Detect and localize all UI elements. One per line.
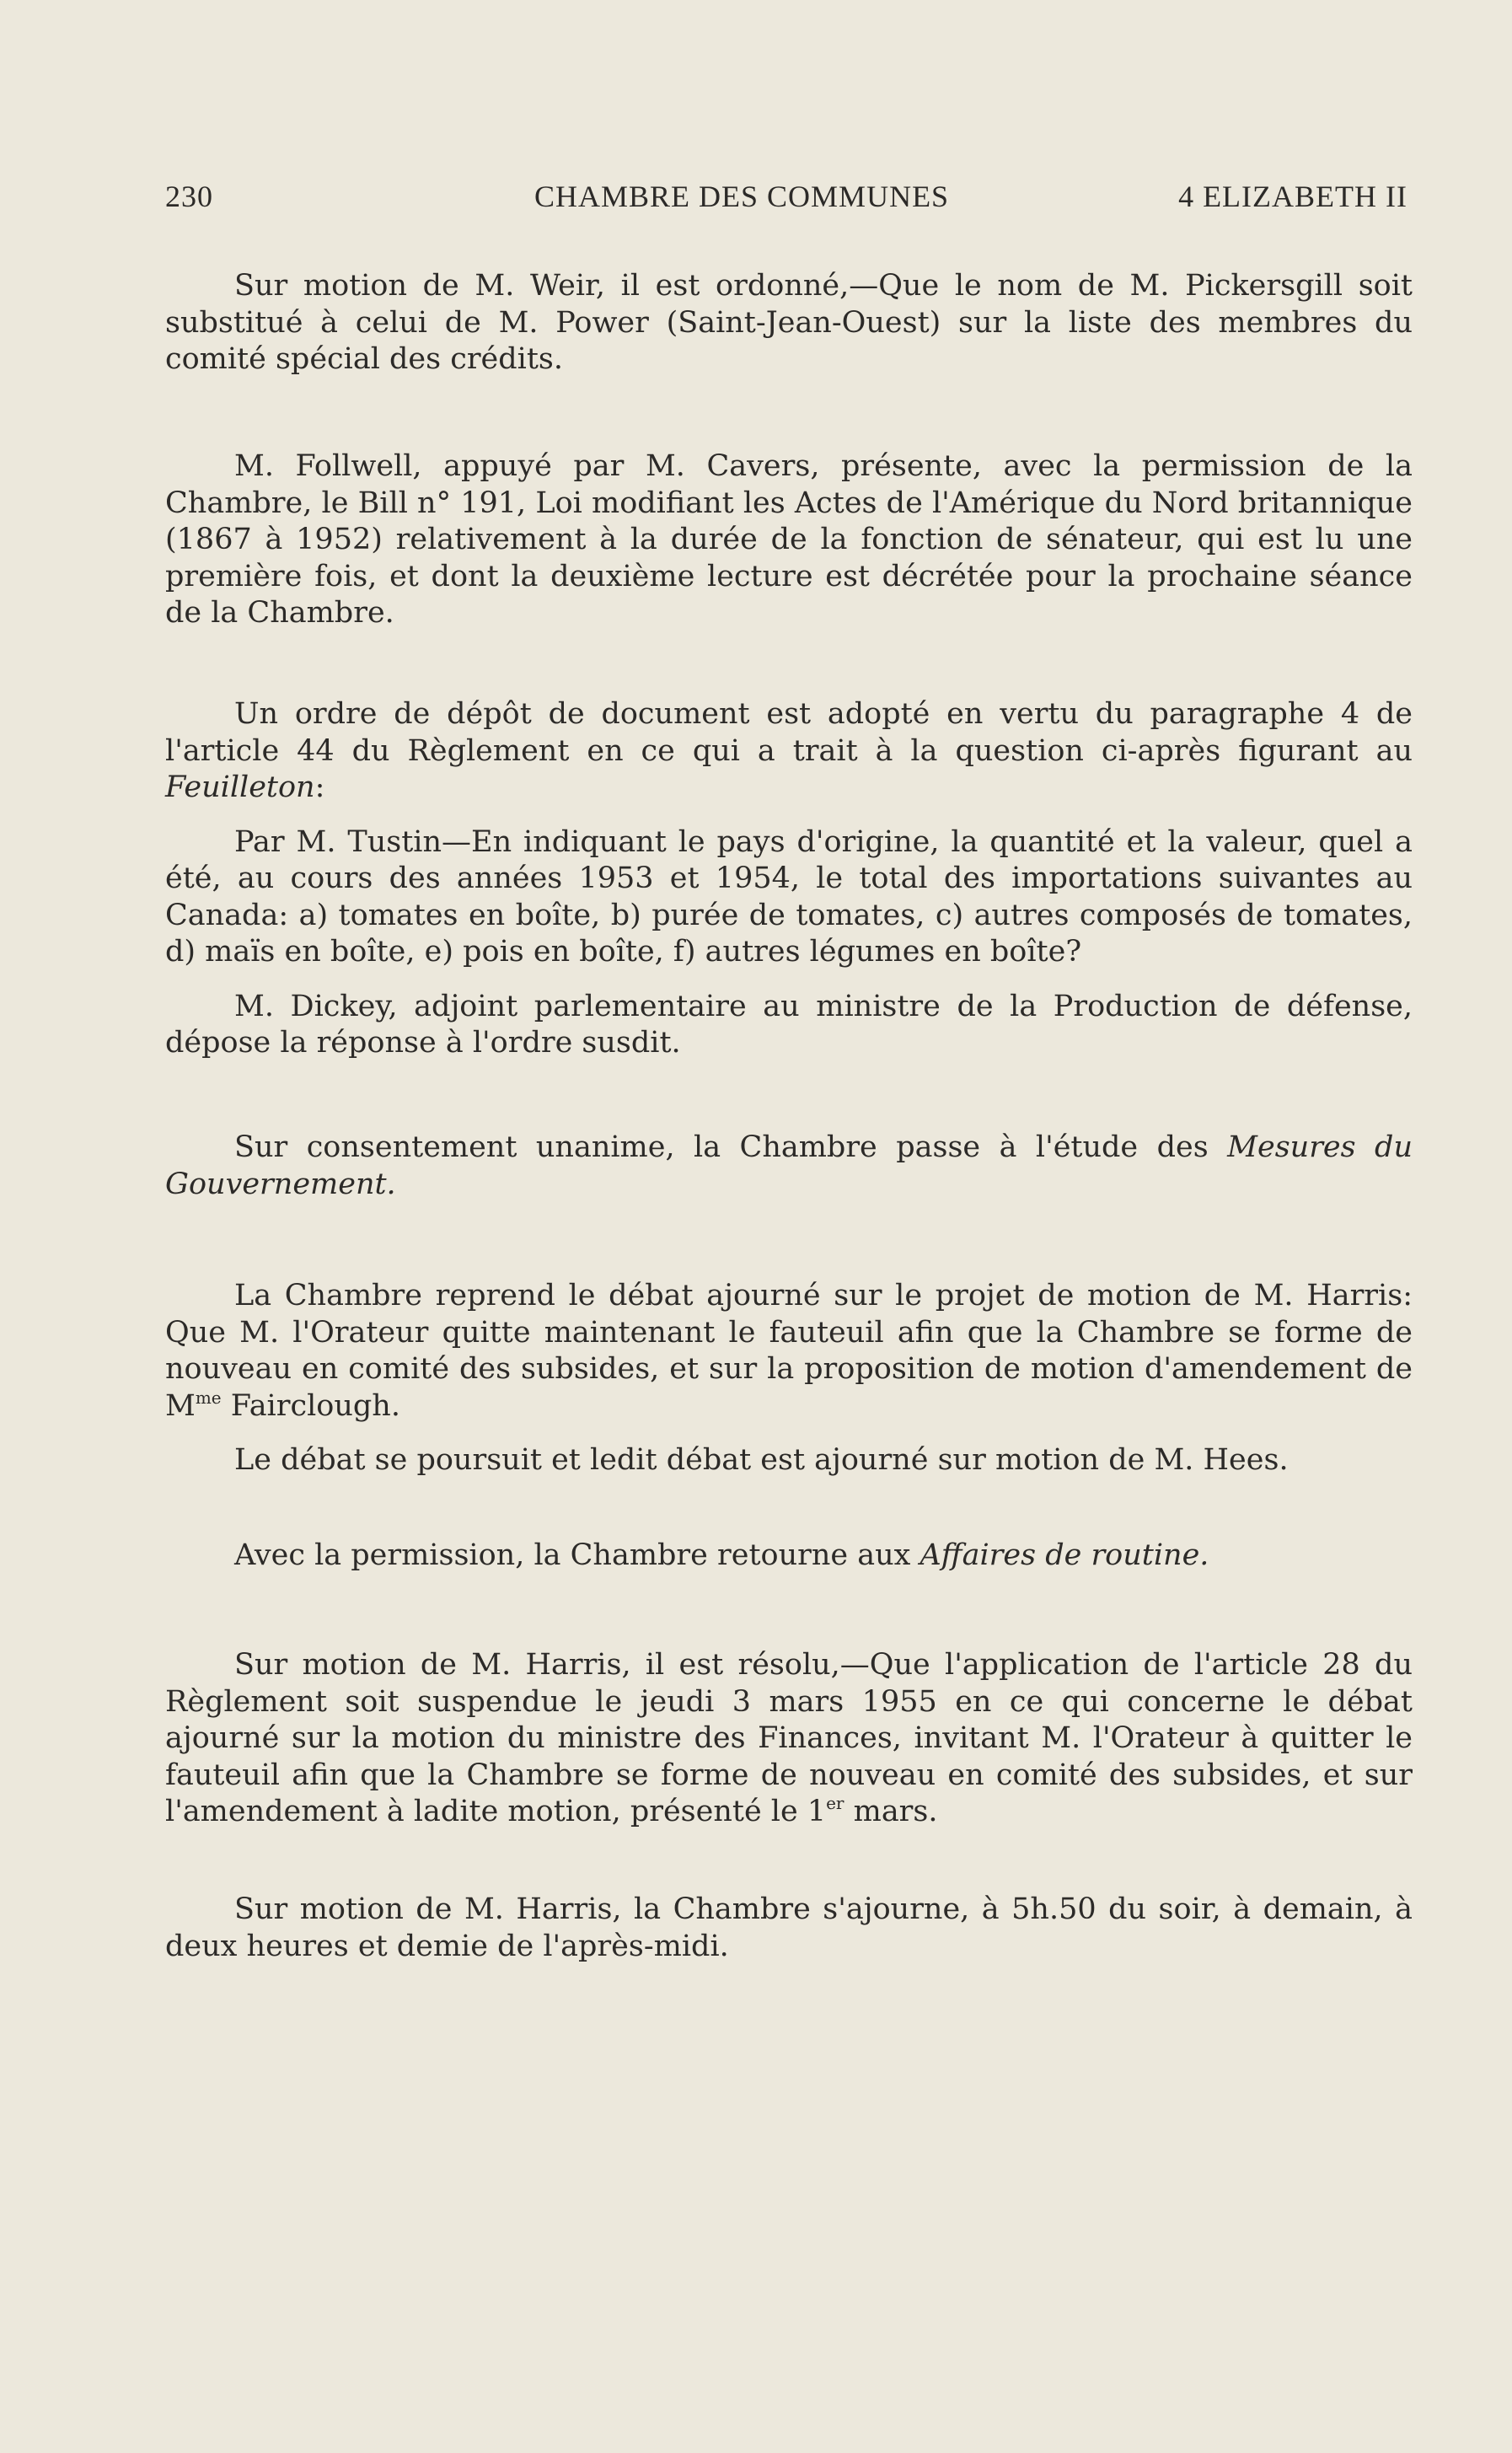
section-routine-return [165,1538,1413,1575]
debate-resumed-paragraph [165,1278,1413,1425]
page-number: 230 [165,180,213,213]
section-adjournment [165,1892,1413,1965]
harris-motion-end: mars. [844,1795,938,1828]
dickey-response-paragraph: M. Dickey, adjoint parlementaire au ministre de la Production de défense, dépose la réponse à l'ordre susdit. [165,989,1413,1060]
section-harris-motion [165,1647,1413,1831]
order-intro-text: Un ordre de dépôt de document est adopté en vertu du paragraphe 4 de l'article 44 du Règlement en ce qui a trait à la question ci-après figurant au [165,697,1413,768]
order-intro-colon: : [314,770,325,804]
unanimous-consent-italic: Mesures du Gouvernement. [165,1130,1413,1201]
routine-return-text: Avec la permission, la Chambre retourne aux [234,1538,911,1572]
debate-resumed-end: Fairclough. [221,1388,400,1423]
routine-return-paragraph [165,1538,1413,1575]
harris-motion-superscript: er [826,1793,844,1813]
journal-title: CHAMBRE DES COMMUNES [534,180,950,213]
page-header [165,179,1407,221]
follwell-bill-paragraph: M. Follwell, appuyé par M. Cavers, présente, avec la permission de la Chambre, le Bill n° 191, Loi modifiant les Actes de l'Amérique du Nord britannique (1867 à 1952) relativement à la durée de la fonction de sénateur, qui est lu une première fois, et dont la deuxième lecture est décrétée pour la prochaine séance de la Chambre. [165,449,1413,630]
debate-adjourned-paragraph: Le débat se poursuit et ledit débat est ajourné sur motion de M. Hees. [234,1443,1289,1477]
weir-motion-paragraph: Sur motion de M. Weir, il est ordonné,—Que le nom de M. Pickersgill soit substitué à celui de M. Power (Saint-Jean-Ouest) sur la liste des membres du comité spécial des crédits. [165,269,1413,376]
regnal-year: 4 ELIZABETH II [1178,180,1407,213]
adjournment-paragraph: Sur motion de M. Harris, la Chambre s'ajourne, à 5h.50 du soir, à demain, à deux heures et demie de l'après-midi. [165,1892,1413,1963]
debate-resumed-text: La Chambre reprend le débat ajourné sur le projet de motion de M. Harris: Que M. l'Orateur quitte maintenant le fauteuil afin que la Chambre se forme de nouveau en comité des subsides, et sur la proposition de motion d'amendement de M [165,1279,1413,1423]
harris-motion-paragraph [165,1647,1413,1831]
section-debate-resumed [165,1278,1413,1479]
debate-resumed-superscript: me [195,1387,222,1408]
harris-motion-text: Sur motion de M. Harris, il est résolu,—Que l'application de l'article 28 du Règlement soit suspendue le jeudi 3 mars 1955 en ce qui concerne le débat ajourné sur la motion du ministre des Finances, invitant M. l'Orateur à quitter le fauteuil afin que la Chambre se forme de nouveau en comité des subsides, et sur l'amendement à ladite motion, présenté le 1 [165,1648,1413,1828]
routine-return-italic: Affaires de routine. [920,1538,1209,1572]
section-unanimous-consent [165,1130,1413,1203]
section-order-for-return [165,696,1413,1062]
section-weir-motion [165,268,1413,378]
section-follwell-bill [165,448,1413,632]
unanimous-consent-text: Sur consentement unanime, la Chambre passe à l'étude des [234,1130,1209,1164]
unanimous-consent-paragraph [165,1130,1413,1203]
tustin-question-paragraph: Par M. Tustin—En indiquant le pays d'origine, la quantité et la valeur, quel a été, au cours des années 1953 et 1954, le total des importations suivantes au Canada: a) tomates en boîte, b) purée de tomates, c) autres composés de tomates, d) maïs en boîte, e) pois en boîte, f) autres légumes en boîte? [165,824,1413,969]
order-intro-feuilleton: Feuilleton [165,770,315,804]
order-intro-paragraph [165,696,1413,807]
